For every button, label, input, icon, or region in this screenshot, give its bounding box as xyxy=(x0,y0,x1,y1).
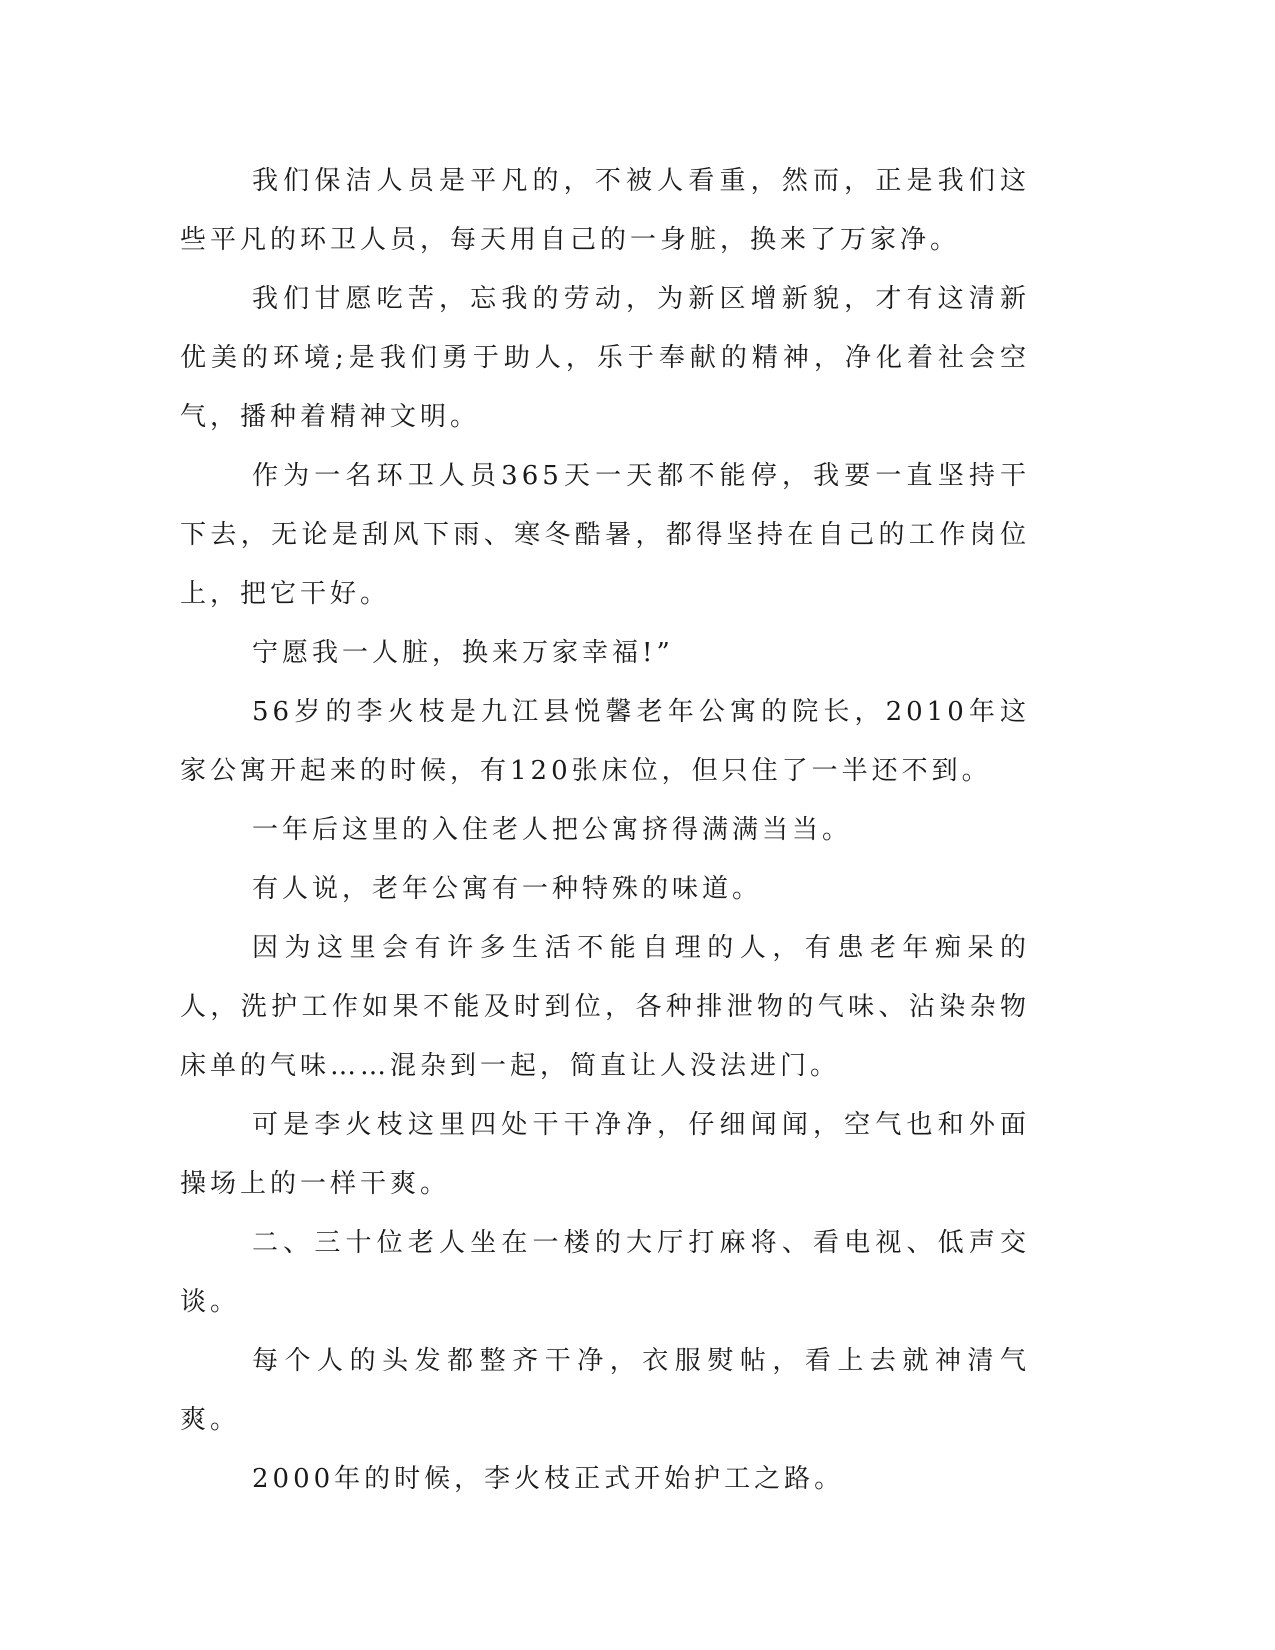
paragraph-11: 每个人的头发都整齐干净，衣服熨帖，看上去就神清气爽。 xyxy=(180,1346,1030,1435)
paragraph-5: 56岁的李火枝是九江县悦馨老年公寓的院长，2010年这家公寓开起来的时候，有120张床位，但只住了一半还不到。 xyxy=(180,697,1030,786)
paragraph-9: 可是李火枝这里四处干干净净，仔细闻闻，空气也和外面操场上的一样干爽。 xyxy=(180,1110,1030,1199)
paragraph-7: 有人说，老年公寓有一种特殊的味道。 xyxy=(252,874,763,904)
paragraph-1: 我们保洁人员是平凡的，不被人看重，然而，正是我们这些平凡的环卫人员，每天用自己的一身脏，换来了万家净。 xyxy=(180,166,1030,255)
document-page xyxy=(180,152,1030,1509)
paragraph-12: 2000年的时候，李火枝正式开始护工之路。 xyxy=(252,1464,845,1494)
paragraph-6: 一年后这里的入住老人把公寓挤得满满当当。 xyxy=(252,815,853,845)
paragraph-10: 二、三十位老人坐在一楼的大厅打麻将、看电视、低声交谈。 xyxy=(180,1228,1030,1317)
paragraph-8: 因为这里会有许多生活不能自理的人，有患老年痴呆的人，洗护工作如果不能及时到位，各种排泄物的气味、沾染杂物床单的气味……混杂到一起，简直让人没法进门。 xyxy=(180,933,1030,1081)
paragraph-2: 我们甘愿吃苦，忘我的劳动，为新区增新貌，才有这清新优美的环境;是我们勇于助人，乐于奉献的精神，净化着社会空气，播种着精神文明。 xyxy=(180,284,1030,432)
paragraph-3: 作为一名环卫人员365天一天都不能停，我要一直坚持干下去，无论是刮风下雨、寒冬酷暑，都得坚持在自己的工作岗位上，把它干好。 xyxy=(180,461,1030,609)
paragraph-4: 宁愿我一人脏，换来万家幸福!” xyxy=(252,638,674,668)
